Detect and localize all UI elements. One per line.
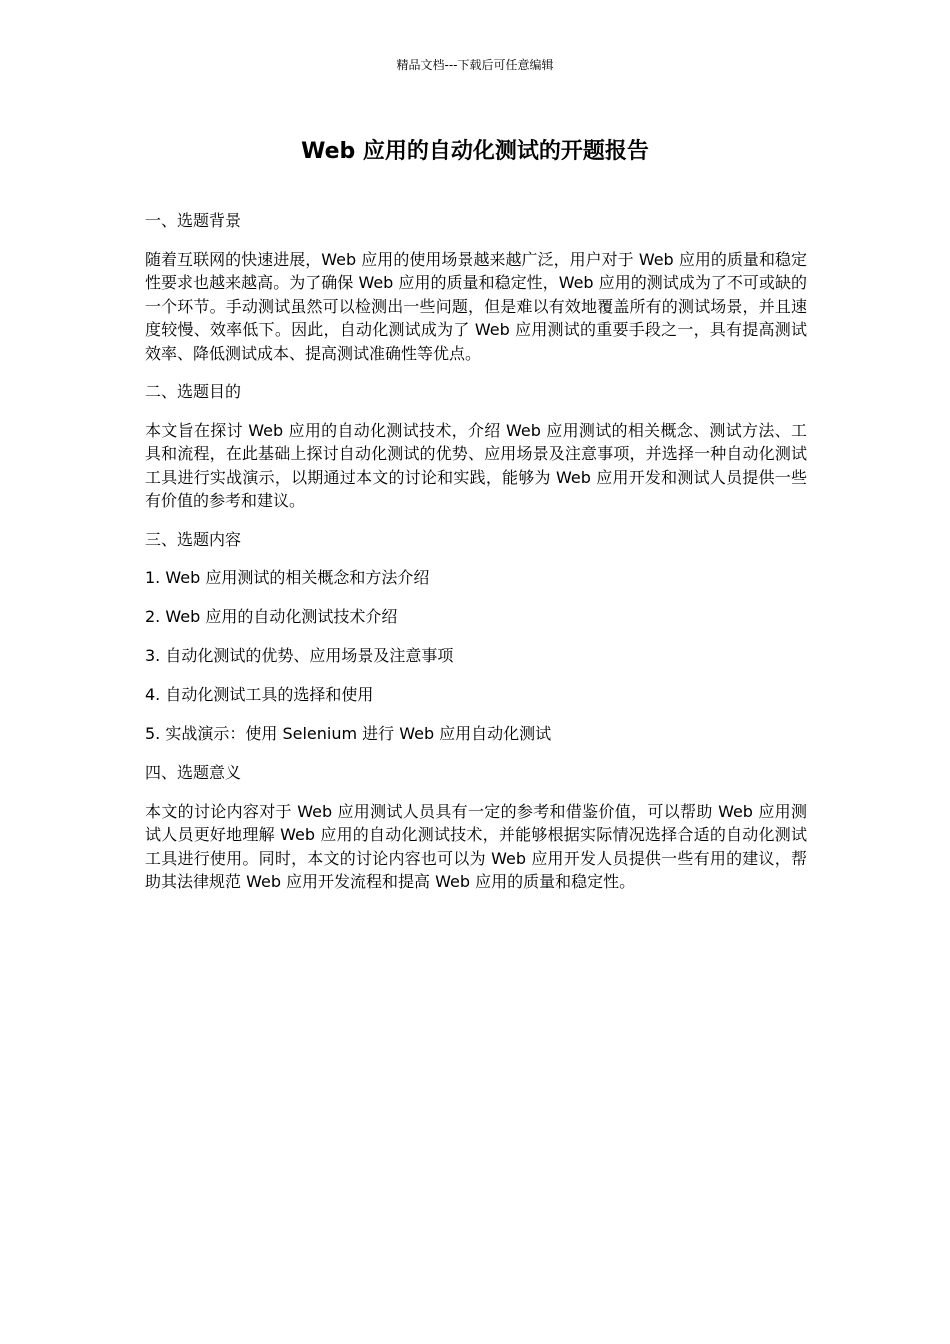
content-list-item: 2. Web 应用的自动化测试技术介绍 bbox=[145, 607, 398, 626]
content-list-item: 4. 自动化测试工具的选择和使用 bbox=[145, 685, 374, 704]
section-body-significance: 本文的讨论内容对于 Web 应用测试人员具有一定的参考和借鉴价值，可以帮助 Web 应用测试人员更好地理解 Web 应用的自动化测试技术，并能够根据实际情况选择合适的自动化测试工具进行使用。同时，本文的讨论内容也可以为 Web 应用开发人员提供一些有用的建议，帮助其法律规范 Web 应用开发流程和提高 Web 应用的质量和稳定性。 bbox=[145, 801, 807, 891]
section-body-background: 随着互联网的快速进展，Web 应用的使用场景越来越广泛，用户对于 Web 应用的质量和稳定性要求也越来越高。为了确保 Web 应用的质量和稳定性，Web 应用的测试成为了不可或缺的一个环节。手动测试虽然可以检测出一些问题，但是难以有效地覆盖所有的测试场景，并且速度较慢、效率低下。因此，自动化测试成为了 Web 应用测试的重要手段之一，具有提高测试效率、降低测试成本、提高测试准确性等优点。 bbox=[145, 249, 807, 363]
document-title: Web 应用的自动化测试的开题报告 bbox=[301, 139, 649, 164]
content-list-item: 5. 实战演示：使用 Selenium 进行 Web 应用自动化测试 bbox=[145, 724, 552, 743]
section-body-purpose: 本文旨在探讨 Web 应用的自动化测试技术，介绍 Web 应用测试的相关概念、测试方法、工具和流程，在此基础上探讨自动化测试的优势、应用场景及注意事项，并选择一种自动化测试工具进行实战演示，以期通过本文的讨论和实践，能够为 Web 应用开发和测试人员提供一些有价值的参考和建议。 bbox=[145, 420, 807, 510]
section-heading-content: 三、选题内容 bbox=[145, 529, 242, 549]
page-header: 精品文档---下载后可任意编辑 bbox=[396, 58, 554, 72]
content-list-item: 3. 自动化测试的优势、应用场景及注意事项 bbox=[145, 646, 454, 665]
section-heading-significance: 四、选题意义 bbox=[145, 763, 242, 782]
section-heading-background: 一、选题背景 bbox=[145, 211, 242, 230]
content-list-item: 1. Web 应用测试的相关概念和方法介绍 bbox=[145, 568, 430, 587]
document-body bbox=[145, 209, 807, 909]
section-heading-purpose: 二、选题目的 bbox=[145, 382, 242, 401]
